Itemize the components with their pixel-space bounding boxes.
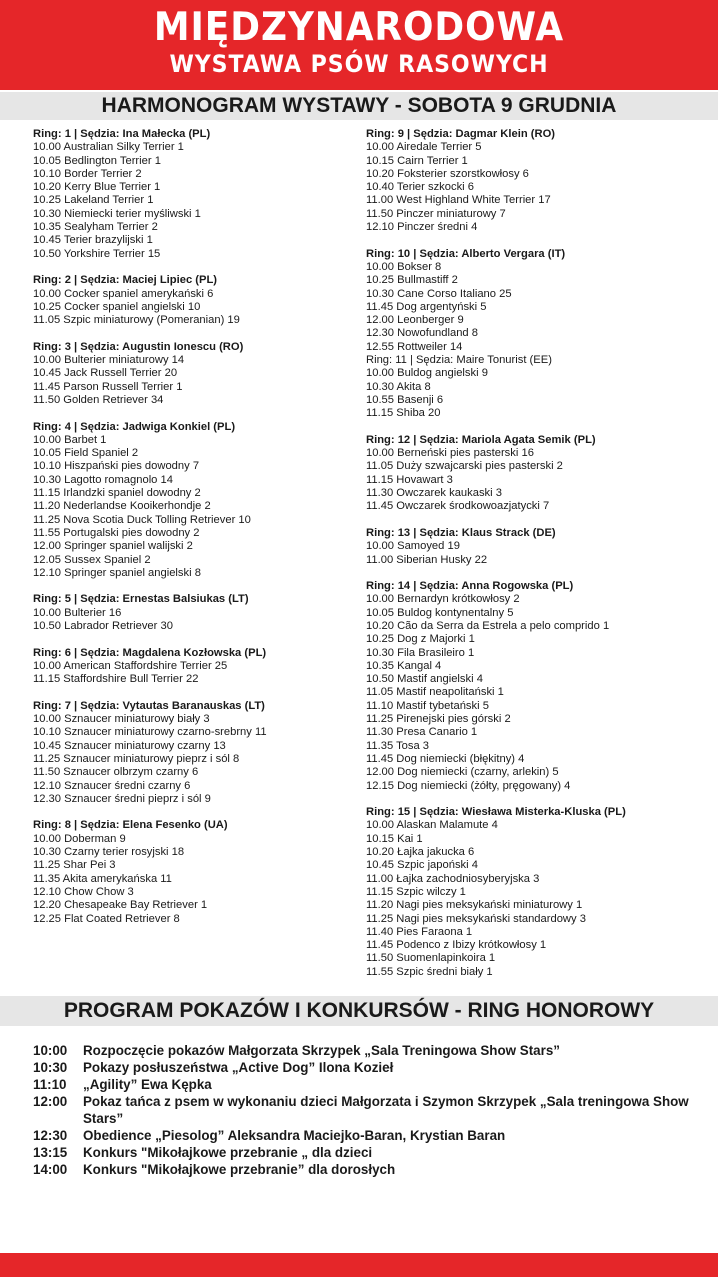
- ring-block: [33, 593, 353, 633]
- schedule-entry: 10.20 Łajka jakucka 6: [366, 846, 475, 859]
- ring-block: [33, 700, 353, 806]
- schedule-entry: 12.00 Dog niemiecki (czarny, arlekin) 5: [366, 766, 559, 779]
- schedule-entry: 12.55 Rottweiler 14: [366, 340, 463, 353]
- program-description: Obedience „Piesolog” Aleksandra Maciejko-Baran, Krystian Baran: [83, 1128, 506, 1143]
- program-time: 13:15: [33, 1145, 68, 1160]
- schedule-entry: 10.10 Hiszpański pies dowodny 7: [33, 460, 200, 473]
- ring-heading: Ring: 9 | Sędzia: Dagmar Klein (RO): [366, 128, 555, 140]
- program-description: Pokaz tańca z psem w wykonaniu dzieci Małgorzata i Szymon Skrzypek „Sala treningowa Show Stars”: [83, 1094, 689, 1126]
- schedule-entry: 10.50 Mastif angielski 4: [366, 673, 483, 686]
- schedule-entry: 10.45 Sznaucer miniaturowy czarny 13: [33, 739, 226, 752]
- ring-block: [366, 128, 706, 234]
- title-banner: [0, 0, 718, 90]
- schedule-entry: 11.35 Akita amerykańska 11: [33, 872, 172, 885]
- ring-block: [33, 819, 353, 925]
- schedule-left-column: [33, 128, 353, 939]
- schedule-entry: 11.45 Dog argentyński 5: [366, 300, 487, 313]
- schedule-entry: 10.20 Cão da Serra da Estrela a pelo comprido 1: [366, 619, 610, 632]
- program-item: [33, 1076, 713, 1093]
- ring-heading: Ring: 6 | Sędzia: Magdalena Kozłowska (PL): [33, 646, 267, 659]
- schedule-entry: 10.10 Sznaucer miniaturowy czarno-srebrny 11: [33, 726, 267, 739]
- schedule-entry: 10.20 Kerry Blue Terrier 1: [33, 181, 161, 194]
- program-item: [33, 1059, 713, 1076]
- ring-block: [33, 341, 353, 407]
- schedule-entry: 11.40 Pies Faraona 1: [366, 925, 473, 938]
- schedule-entry: 10.00 Bulterier miniaturowy 14: [33, 354, 185, 367]
- schedule-entry: 10.20 Foksterier szorstkowłosy 6: [366, 167, 529, 180]
- schedule-entry: 12.15 Dog niemiecki (żółty, pręgowany) 4: [366, 779, 571, 792]
- schedule-entry: 10.00 Berneński pies pasterski 16: [366, 447, 534, 460]
- ring-block: [33, 421, 353, 581]
- schedule-entry: 11.00 Siberian Husky 22: [366, 553, 488, 566]
- schedule-entry: 12.10 Sznaucer średni czarny 6: [33, 779, 191, 792]
- schedule-entry: 11.05 Duży szwajcarski pies pasterski 2: [366, 460, 563, 473]
- schedule-entry: 12.30 Nowofundland 8: [366, 327, 478, 340]
- schedule-entry: 10.00 Samoyed 19: [366, 540, 460, 553]
- footer-bar: [0, 1253, 718, 1277]
- schedule-entry: 11.15 Hovawart 3: [366, 473, 453, 486]
- schedule-entry: 11.25 Pirenejski pies górski 2: [366, 713, 511, 726]
- schedule-entry: 10.00 Barbet 1: [33, 433, 107, 446]
- schedule-entry: 10.30 Cane Corso Italiano 25: [366, 287, 512, 300]
- program-item: [33, 1093, 713, 1127]
- ring-heading: Ring: 10 | Sędzia: Alberto Vergara (IT): [366, 247, 566, 260]
- schedule-entry: 10.30 Fila Brasileiro 1: [366, 646, 475, 659]
- program-time: 12:30: [33, 1128, 68, 1143]
- schedule-entry: 10.35 Kangal 4: [366, 659, 442, 672]
- schedule-entry: 11.15 Staffordshire Bull Terrier 22: [33, 673, 199, 686]
- program-time: 10:00: [33, 1043, 68, 1058]
- ring-heading: Ring: 5 | Sędzia: Ernestas Balsiukas (LT): [33, 593, 249, 606]
- schedule-entry: 10.00 Airedale Terrier 5: [366, 141, 482, 154]
- ring-block: [33, 128, 353, 261]
- schedule-entry: 10.25 Dog z Majorki 1: [366, 633, 475, 646]
- ring-block: [366, 434, 706, 514]
- schedule-entry: 10.15 Cairn Terrier 1: [366, 154, 468, 167]
- title-line-2: WYSTAWA PSÓW RASOWYCH: [169, 50, 549, 78]
- ring-heading: Ring: 3 | Sędzia: Augustin Ionescu (RO): [33, 340, 244, 353]
- schedule-entry: 10.00 Australian Silky Terrier 1: [33, 141, 184, 154]
- ring-block: [366, 806, 706, 979]
- schedule-entry: 10.00 Bulterier 16: [33, 606, 122, 619]
- schedule-entry: 11.35 Tosa 3: [366, 739, 430, 752]
- schedule-entry: 11.05 Szpic miniaturowy (Pomeranian) 19: [33, 314, 240, 327]
- schedule-entry: 11.50 Pinczer miniaturowy 7: [366, 207, 506, 220]
- schedule-entry: 11.50 Sznaucer olbrzym czarny 6: [33, 766, 199, 779]
- schedule-entry: 11.00 West Highland White Terrier 17: [366, 194, 551, 207]
- program-item: [33, 1144, 713, 1161]
- schedule-entry: 11.50 Suomenlapinkoira 1: [366, 952, 496, 965]
- schedule-entry: 12.30 Sznaucer średni pieprz i sól 9: [33, 792, 211, 805]
- schedule-entry: 10.30 Niemiecki terier myśliwski 1: [33, 207, 201, 220]
- ring-block: [33, 274, 353, 327]
- schedule-entry: 12.10 Springer spaniel angielski 8: [33, 566, 201, 579]
- schedule-entry: 12.10 Chow Chow 3: [33, 885, 134, 898]
- program-description: Rozpoczęcie pokazów Małgorzata Skrzypek „Sala Treningowa Show Stars”: [83, 1043, 560, 1058]
- schedule-entry: 11.15 Szpic wilczy 1: [366, 885, 466, 898]
- ring-heading: Ring: 11 | Sędzia: Maire Tonurist (EE): [366, 354, 552, 367]
- schedule-entry: 11.25 Nova Scotia Duck Tolling Retriever 10: [33, 513, 251, 526]
- ring-heading: Ring: 14 | Sędzia: Anna Rogowska (PL): [366, 580, 574, 593]
- ring-heading: Ring: 2 | Sędzia: Maciej Lipiec (PL): [33, 274, 218, 287]
- ring-heading: Ring: 4 | Sędzia: Jadwiga Konkiel (PL): [33, 420, 236, 433]
- schedule-entry: 11.15 Irlandzki spaniel dowodny 2: [33, 487, 201, 500]
- schedule-entry: 10.00 Bernardyn krótkowłosy 2: [366, 593, 520, 606]
- schedule-entry: 11.20 Nederlandse Kooikerhondje 2: [33, 500, 211, 513]
- schedule-entry: 10.50 Yorkshire Terrier 15: [33, 247, 161, 260]
- schedule-entry: 11.30 Presa Canario 1: [366, 726, 478, 739]
- schedule-entry: 10.25 Lakeland Terrier 1: [33, 194, 154, 207]
- schedule-entry: 10.30 Czarny terier rosyjski 18: [33, 846, 185, 859]
- program-item: [33, 1127, 713, 1144]
- ring-block: [366, 248, 706, 421]
- title-line-1: MIĘDZYNARODOWA: [153, 5, 565, 50]
- schedule-entry: 12.25 Flat Coated Retriever 8: [33, 912, 180, 925]
- schedule-entry: 10.00 Doberman 9: [33, 832, 126, 845]
- program-item: [33, 1161, 713, 1178]
- schedule-entry: 11.30 Owczarek kaukaski 3: [366, 487, 502, 500]
- ring-block: [366, 527, 706, 567]
- schedule-entry: 10.25 Bullmastiff 2: [366, 274, 458, 287]
- schedule-entry: 11.50 Golden Retriever 34: [33, 393, 164, 406]
- ring-heading: Ring: 1 | Sędzia: Ina Małecka (PL): [33, 128, 211, 140]
- program-description: Konkurs "Mikołajkowe przebranie” dla dorosłych: [83, 1162, 396, 1177]
- program-time: 12:00: [33, 1094, 68, 1109]
- schedule-entry: 10.35 Sealyham Terrier 2: [33, 221, 158, 234]
- schedule-entry: 11.45 Parson Russell Terrier 1: [33, 380, 183, 393]
- schedule-entry: 10.00 American Staffordshire Terrier 25: [33, 659, 228, 672]
- schedule-entry: 10.45 Szpic japoński 4: [366, 859, 478, 872]
- schedule-entry: 10.05 Bedlington Terrier 1: [33, 154, 161, 167]
- schedule-entry: 10.00 Sznaucer miniaturowy biały 3: [33, 713, 210, 726]
- schedule-entry: 11.45 Owczarek środkowoazjatycki 7: [366, 500, 550, 513]
- schedule-entry: 11.05 Mastif neapolitański 1: [366, 686, 504, 699]
- schedule-entry: 11.45 Dog niemiecki (błękitny) 4: [366, 752, 525, 765]
- schedule-entry: 11.45 Podenco z Ibizy krótkowłosy 1: [366, 939, 547, 952]
- program-description: Konkurs "Mikołajkowe przebranie „ dla dzieci: [83, 1145, 373, 1160]
- schedule-heading: HARMONOGRAM WYSTAWY - SOBOTA 9 GRUDNIA: [0, 92, 718, 120]
- program-time: 10:30: [33, 1060, 68, 1075]
- schedule-right-column: [366, 128, 706, 992]
- schedule-entry: 12.00 Springer spaniel walijski 2: [33, 540, 193, 553]
- program-description: „Agility” Ewa Kępka: [83, 1077, 212, 1092]
- schedule-entry: 10.00 Buldog angielski 9: [366, 367, 488, 380]
- schedule-entry: 11.55 Portugalski pies dowodny 2: [33, 526, 200, 539]
- schedule-entry: 10.40 Terier szkocki 6: [366, 181, 474, 194]
- schedule-entry: 12.20 Chesapeake Bay Retriever 1: [33, 899, 208, 912]
- schedule-entry: 10.45 Terier brazylijski 1: [33, 234, 153, 247]
- schedule-entry: 10.30 Akita 8: [366, 380, 431, 393]
- schedule-entry: 11.20 Nagi pies meksykański miniaturowy 1: [366, 899, 583, 912]
- schedule-entry: 10.00 Bokser 8: [366, 260, 442, 273]
- ring-heading: Ring: 7 | Sędzia: Vytautas Baranauskas (LT): [33, 699, 265, 712]
- schedule-entry: 12.00 Leonberger 9: [366, 314, 464, 327]
- ring-heading: Ring: 15 | Sędzia: Wiesława Misterka-Kluska (PL): [366, 806, 626, 819]
- schedule-entry: 10.00 Alaskan Malamute 4: [366, 819, 498, 832]
- ring-block: [366, 580, 706, 793]
- schedule-entry: 11.00 Łajka zachodniosyberyjska 3: [366, 872, 540, 885]
- program-list: [33, 1042, 713, 1178]
- ring-block: [33, 647, 353, 687]
- schedule-entry: 12.05 Sussex Spaniel 2: [33, 553, 151, 566]
- schedule-entry: 10.55 Basenji 6: [366, 393, 444, 406]
- schedule-entry: 10.10 Border Terrier 2: [33, 167, 142, 180]
- schedule-entry: 10.25 Cocker spaniel angielski 10: [33, 300, 201, 313]
- ring-heading: Ring: 12 | Sędzia: Mariola Agata Semik (PL): [366, 433, 596, 446]
- schedule-entry: 10.05 Buldog kontynentalny 5: [366, 606, 514, 619]
- schedule-entry: 11.25 Nagi pies meksykański standardowy 3: [366, 912, 586, 925]
- schedule-entry: 11.25 Sznaucer miniaturowy pieprz i sól 8: [33, 752, 240, 765]
- schedule-entry: 11.55 Szpic średni biały 1: [366, 965, 493, 978]
- program-time: 11:10: [33, 1077, 67, 1092]
- program-description: Pokazy posłuszeństwa „Active Dog” Ilona Kozieł: [83, 1060, 394, 1075]
- program-time: 14:00: [33, 1162, 68, 1177]
- ring-heading: Ring: 8 | Sędzia: Elena Fesenko (UA): [33, 819, 228, 832]
- schedule-entry: 10.30 Lagotto romagnolo 14: [33, 473, 173, 486]
- schedule-entry: 10.00 Cocker spaniel amerykański 6: [33, 287, 214, 300]
- ring-heading: Ring: 13 | Sędzia: Klaus Strack (DE): [366, 526, 556, 539]
- program-heading: PROGRAM POKAZÓW I KONKURSÓW - RING HONOROWY: [0, 996, 718, 1026]
- schedule-entry: 10.15 Kai 1: [366, 832, 423, 845]
- schedule-entry: 12.10 Pinczer średni 4: [366, 221, 478, 234]
- schedule-entry: 10.05 Field Spaniel 2: [33, 447, 139, 460]
- schedule-entry: 11.15 Shiba 20: [366, 407, 441, 420]
- schedule-entry: 10.45 Jack Russell Terrier 20: [33, 367, 178, 380]
- schedule-entry: 11.10 Mastif tybetański 5: [366, 699, 489, 712]
- schedule-entry: 11.25 Shar Pei 3: [33, 859, 116, 872]
- program-item: [33, 1042, 713, 1059]
- schedule-entry: 10.50 Labrador Retriever 30: [33, 619, 173, 632]
